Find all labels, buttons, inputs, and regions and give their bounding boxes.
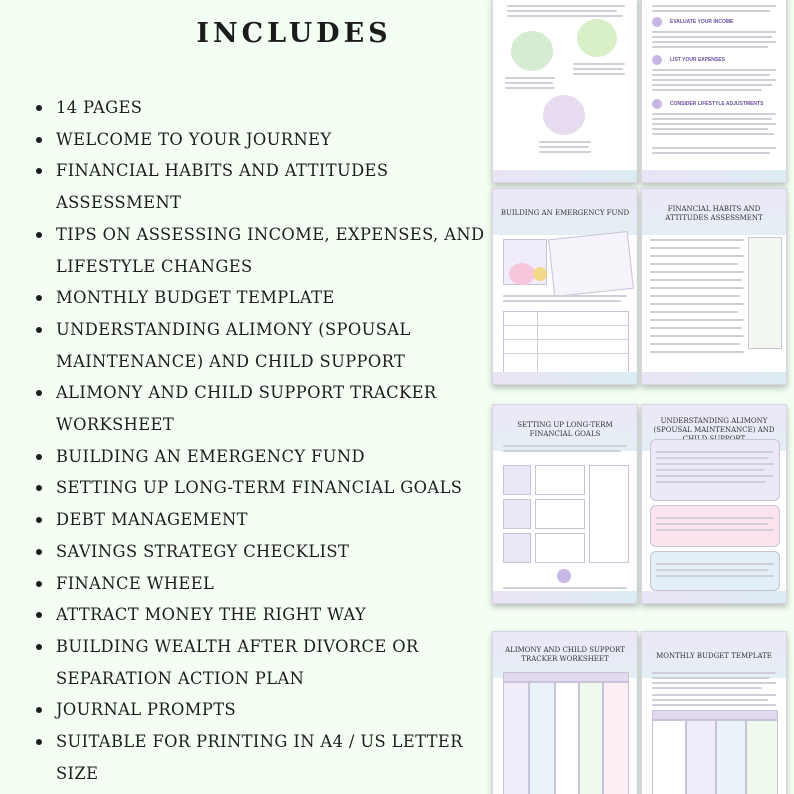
feature-item: BUILDING AN EMERGENCY FUND	[36, 441, 486, 473]
feature-item: UNDERSTANDING ALIMONY (SPOUSAL MAINTENANCE) AND CHILD SUPPORT	[36, 314, 486, 377]
feature-item: FINANCIAL HABITS AND ATTITUDES ASSESSMENT	[36, 155, 486, 218]
section-heading: LIST YOUR EXPENSES	[670, 57, 725, 63]
feature-item: ALIMONY AND CHILD SUPPORT TRACKER WORKSHEET	[36, 377, 486, 440]
section-heading: CONSIDER LIFESTYLE ADJUSTMENTS	[670, 101, 764, 107]
feature-item: TIPS ON ASSESSING INCOME, EXPENSES, AND LIFESTYLE CHANGES	[36, 219, 486, 282]
preview-title: SETTING UP LONG-TERM FINANCIAL GOALS	[517, 421, 613, 438]
coin-icon	[652, 17, 662, 27]
feature-item: SAVINGS STRATEGY CHECKLIST	[36, 536, 486, 568]
feature-item: MONTHLY BUDGET TEMPLATE	[36, 282, 486, 314]
preview-title: ALIMONY AND CHILD SUPPORT TRACKER WORKSHEET	[505, 646, 625, 663]
feature-item: 14 PAGES	[36, 92, 486, 124]
preview-page-monthly-budget	[641, 631, 787, 794]
coins-icon	[533, 267, 547, 281]
feature-item: ATTRACT MONEY THE RIGHT WAY	[36, 599, 486, 631]
feature-list	[36, 92, 486, 789]
preview-title: UNDERSTANDING ALIMONY (SPOUSAL MAINTENANCE) AND	[653, 417, 775, 434]
feature-item: BUILDING WEALTH AFTER DIVORCE OR SEPARATION ACTION PLAN	[36, 631, 486, 694]
coin-icon	[652, 99, 662, 109]
feature-item: DEBT MANAGEMENT	[36, 504, 486, 536]
goal-icon	[557, 569, 571, 583]
preview-page-tracker-worksheet	[492, 631, 638, 794]
piggy-bank-icon	[509, 263, 535, 285]
preview-page-long-term-goals	[492, 404, 638, 604]
feature-item: SUITABLE FOR PRINTING IN A4 / US LETTER SIZE	[36, 726, 486, 789]
preview-page-income-tips	[641, 0, 787, 183]
section-heading: EVALUATE YOUR INCOME	[670, 19, 734, 25]
feature-item: SETTING UP LONG-TERM FINANCIAL GOALS	[36, 472, 486, 504]
preview-page-habits-assessment	[641, 188, 787, 385]
page-title: INCLUDES	[196, 18, 392, 49]
money-bag-icon	[543, 95, 585, 135]
preview-page-emergency-fund	[492, 188, 638, 385]
preview-page-alimony	[641, 404, 787, 604]
feature-item: FINANCE WHEEL	[36, 568, 486, 600]
preview-title: BUILDING AN EMERGENCY FUND	[500, 209, 630, 217]
money-bag-icon	[577, 19, 617, 57]
money-bag-icon	[511, 31, 553, 71]
coin-icon	[652, 55, 662, 65]
feature-item: JOURNAL PROMPTS	[36, 694, 486, 726]
preview-page-budget-bags	[492, 0, 638, 183]
feature-item: WELCOME TO YOUR JOURNEY	[36, 124, 486, 156]
preview-title: MONTHLY BUDGET TEMPLATE	[656, 652, 772, 660]
preview-title: FINANCIAL HABITS AND ATTITUDES ASSESSMENT	[665, 205, 763, 222]
